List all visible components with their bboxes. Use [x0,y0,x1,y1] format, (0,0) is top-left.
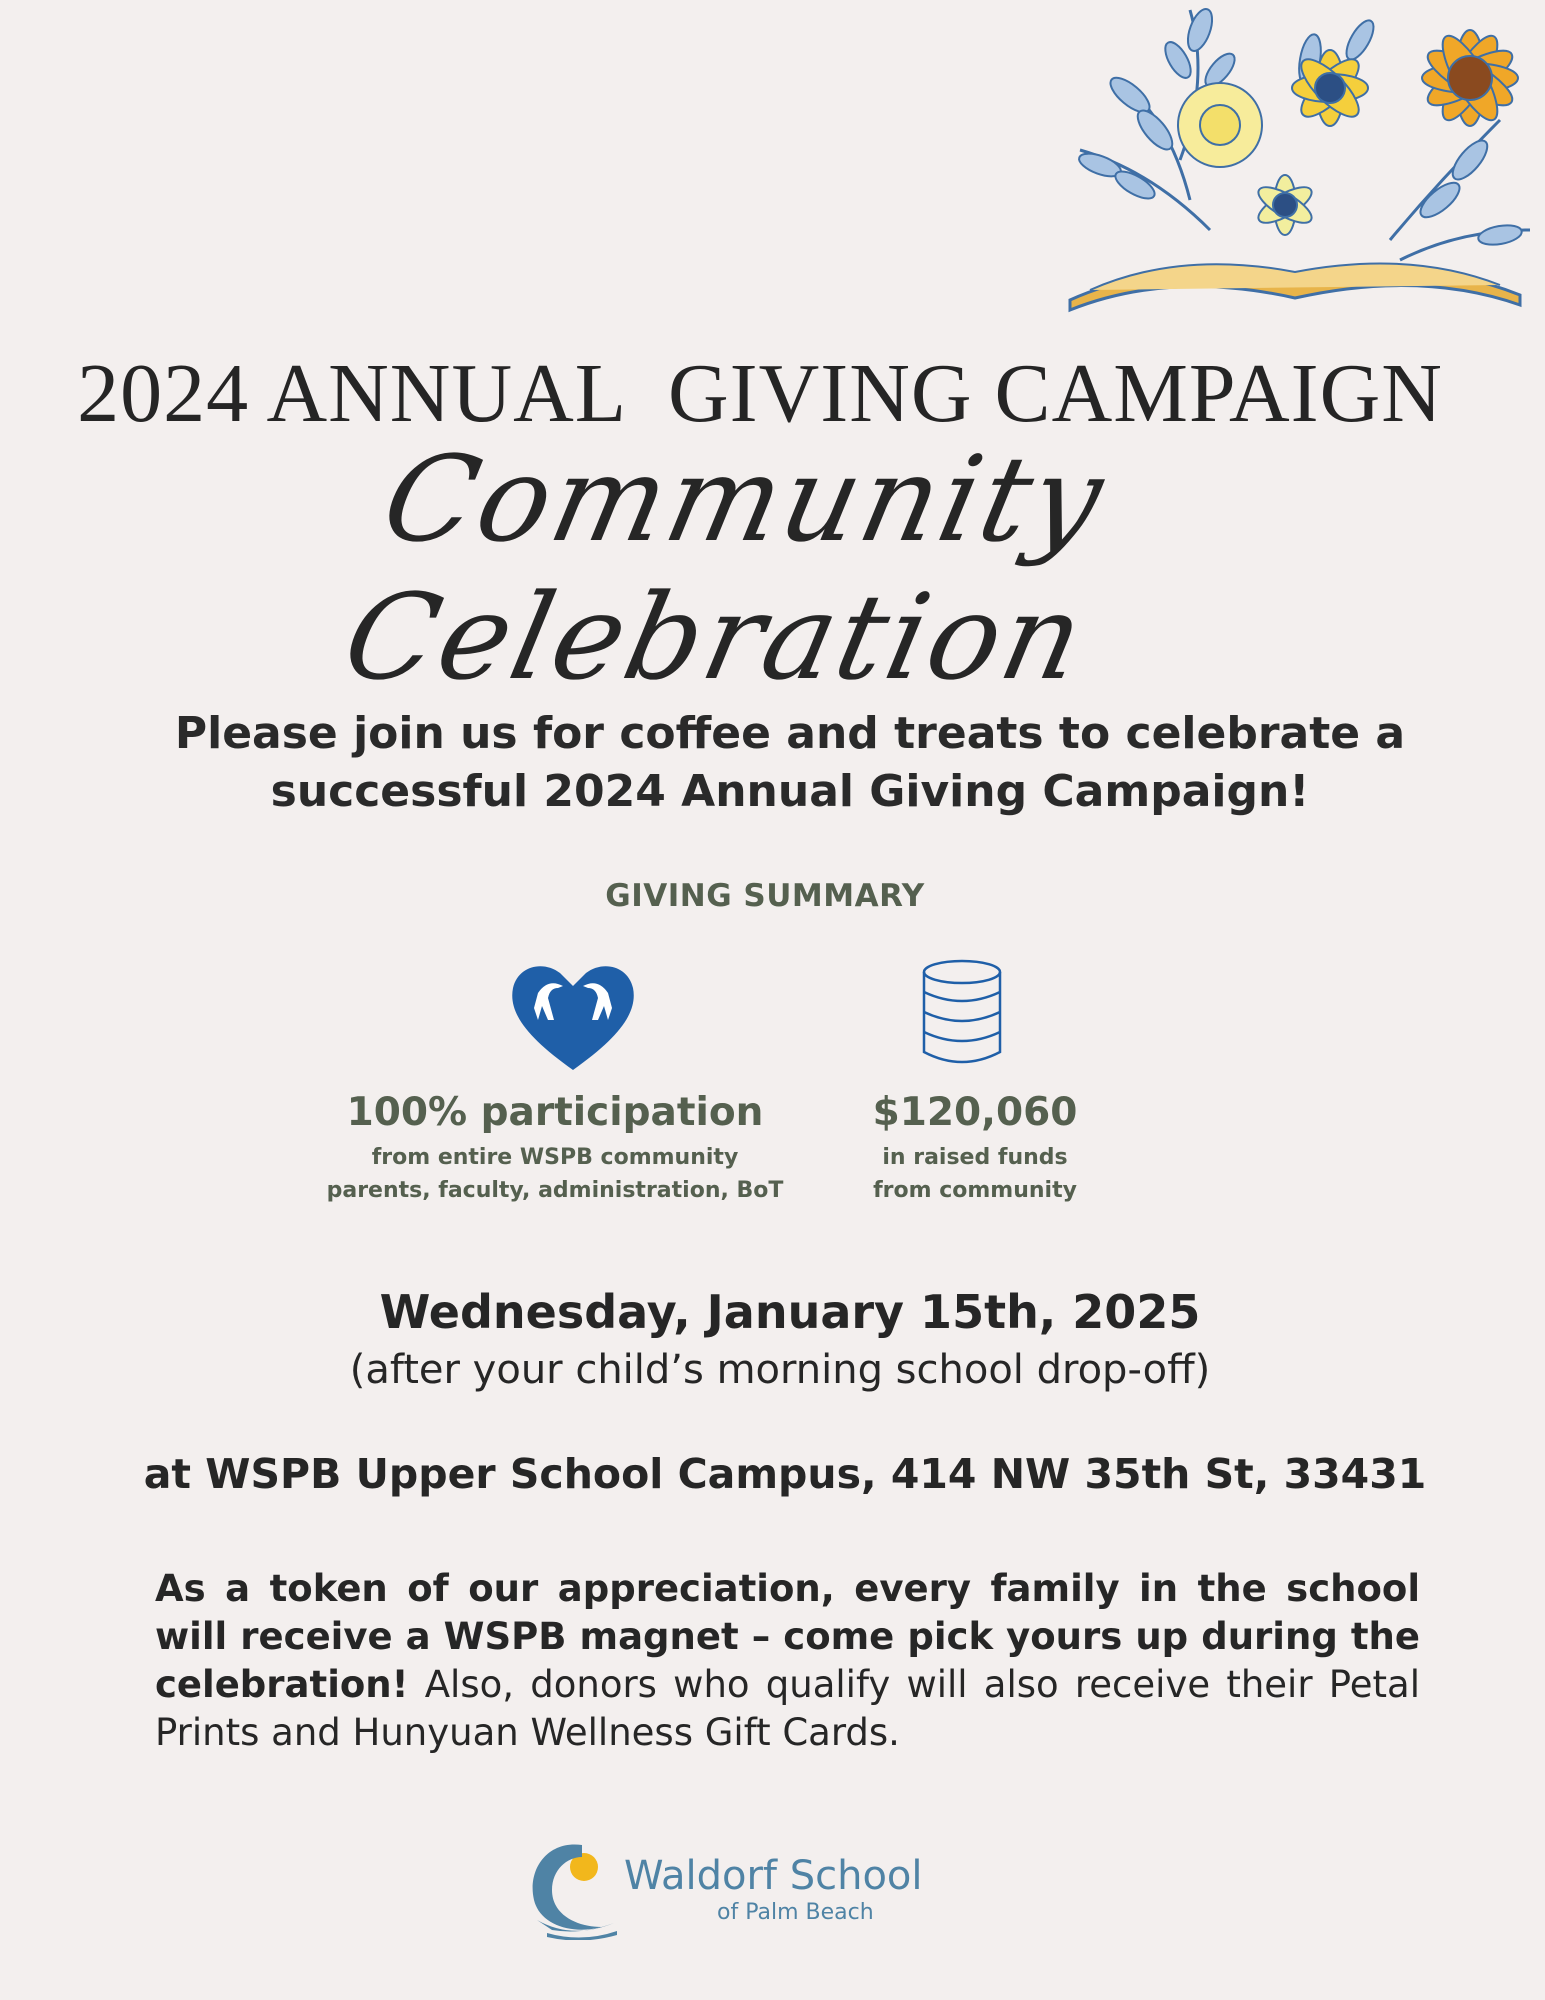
participation-line-2: parents, faculty, administration, BoT [326,1178,784,1203]
appreciation-regular-text: Also, donors who qualify will also receive their Petal Prints and Hunyuan Wellness Gift Cards. [155,1663,1420,1754]
funds-stat [830,1090,1120,1207]
community-celebration-heading: Community Celebration [333,430,1118,706]
appreciation-paragraph [155,1565,1420,1757]
coin-stack-icon [920,958,1005,1068]
giving-summary-heading: GIVING SUMMARY [605,878,925,914]
event-date: Wednesday, January 15th, 2025 [379,1285,1201,1339]
appreciation-bold-text: As a token of our appreciation, every family in the school will receive a WSPB magnet – come pick yours up during the celebration! [155,1567,1420,1706]
campaign-title: 2024 ANNUAL GIVING CAMPAIGN [77,347,1443,440]
school-logo [522,1835,922,1940]
funds-line-2: from community [873,1178,1077,1203]
invitation-line-1: Please join us for coffee and treats to celebrate a [174,708,1406,759]
invitation-line-2: successful 2024 Annual Giving Campaign! [270,766,1310,817]
participation-value: 100% participation [346,1090,764,1135]
logo-name-line-1: Waldorf School [624,1853,923,1899]
logo-name-line-2: of Palm Beach [717,1900,874,1925]
invitation-text [100,705,1480,821]
funds-line-1: in raised funds [882,1145,1068,1170]
participation-line-1: from entire WSPB community [371,1145,739,1170]
participation-stat [310,1090,800,1207]
event-location: at WSPB Upper School Campus, 414 NW 35th St, 33431 [143,1450,1427,1498]
wave-sun-logo-icon [522,1835,617,1940]
flowers-book-illustration [1060,0,1540,315]
event-timing: (after your child’s morning school drop-off) [349,1347,1211,1393]
funds-value: $120,060 [872,1090,1078,1135]
heart-hands-icon [508,958,638,1073]
